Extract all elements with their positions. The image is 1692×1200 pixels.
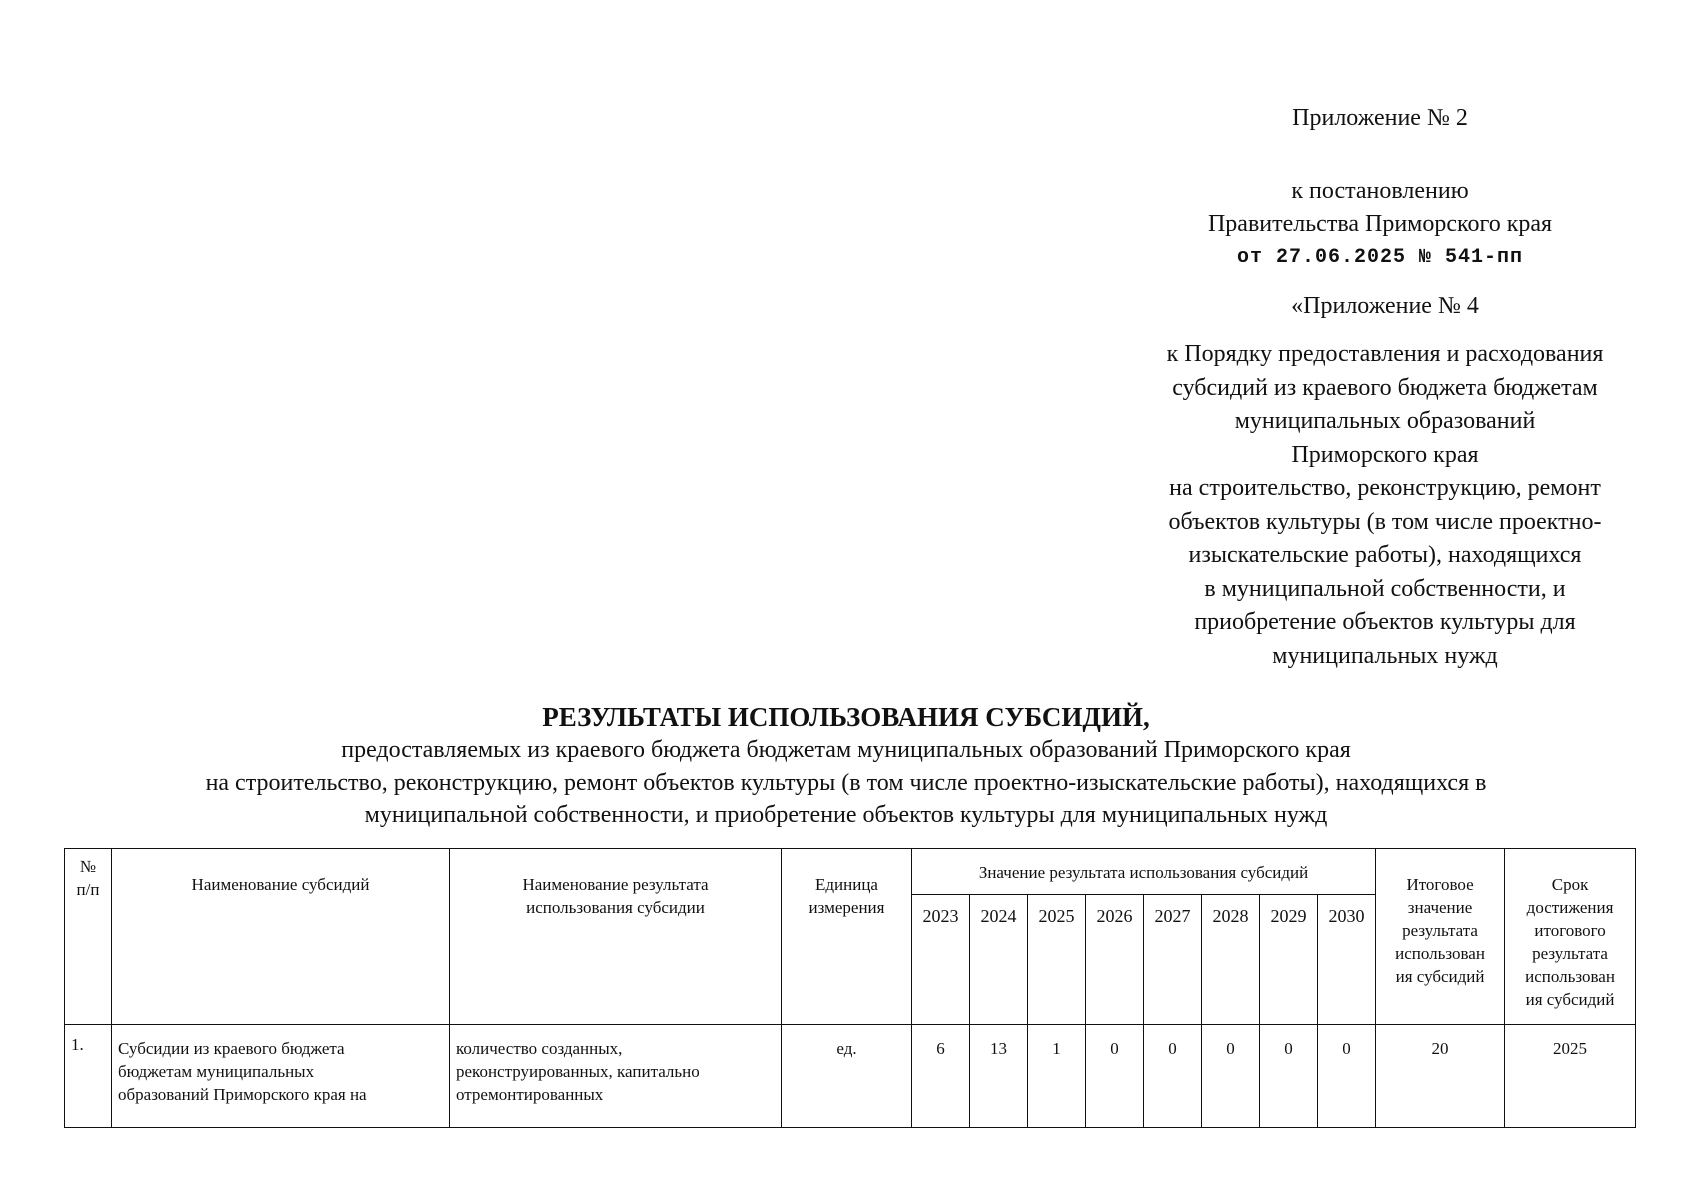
- document-subtitle: [0, 734, 1692, 832]
- original-appendix-line: Приморского края: [1291, 441, 1479, 468]
- original-appendix-line: муниципальных нужд: [1272, 642, 1498, 669]
- col-header-total: Итоговое значение результата использован ия субсидий: [1376, 849, 1505, 1025]
- year-header: 2027: [1144, 895, 1202, 1025]
- row-value-2030: 0: [1318, 1025, 1376, 1128]
- col-header-subsidy-name: Наименование субсидий: [112, 849, 450, 1025]
- row-value-2026: 0: [1086, 1025, 1144, 1128]
- row-value-2025: 1: [1028, 1025, 1086, 1128]
- col-header-deadline: Срок достижения итогового результата использован ия субсидий: [1505, 849, 1636, 1025]
- subtitle-line: муниципальной собственности, и приобретение объектов культуры для муниципальных нужд: [364, 802, 1328, 828]
- year-header: 2028: [1202, 895, 1260, 1025]
- original-appendix-line: изыскательские работы), находящихся: [1188, 542, 1582, 568]
- row-total: 20: [1376, 1025, 1505, 1128]
- document-title: РЕЗУЛЬТАТЫ ИСПОЛЬЗОВАНИЯ СУБСИДИЙ,: [542, 702, 1150, 732]
- original-appendix-line: на строительство, реконструкцию, ремонт: [1169, 475, 1601, 501]
- year-header: 2029: [1260, 895, 1318, 1025]
- year-header: 2024: [970, 895, 1028, 1025]
- col-header-values-group: Значение результата использования субсидий: [912, 849, 1376, 895]
- row-subsidy-name: Субсидии из краевого бюджета бюджетам муниципальных образований Приморского края на: [112, 1025, 450, 1128]
- year-header: 2023: [912, 895, 970, 1025]
- col-header-result-name: Наименование результата использования субсидии: [450, 849, 782, 1025]
- appendix-ref-line: к постановлению: [1291, 178, 1469, 204]
- appendix-ref-line: Правительства Приморского края: [1207, 211, 1553, 237]
- original-appendix-title: «Приложение № 4: [1291, 293, 1479, 319]
- original-appendix-line: к Порядку предоставления и расходования: [1166, 341, 1604, 367]
- row-value-2023: 6: [912, 1025, 970, 1128]
- year-header: 2030: [1318, 895, 1376, 1025]
- results-table: [64, 848, 1636, 1128]
- original-appendix-line: муниципальных образований: [1234, 408, 1536, 434]
- row-value-2027: 0: [1144, 1025, 1202, 1128]
- original-appendix-line: объектов культуры (в том числе проектно-: [1168, 508, 1602, 535]
- row-num: 1.: [65, 1025, 112, 1128]
- appendix-title: Приложение № 2: [1292, 105, 1468, 131]
- row-unit: ед.: [782, 1025, 912, 1128]
- original-appendix-line: приобретение объектов культуры для: [1194, 609, 1576, 635]
- original-appendix-line: субсидий из краевого бюджета бюджетам: [1172, 374, 1598, 401]
- row-deadline: 2025: [1505, 1025, 1636, 1128]
- year-header: 2025: [1028, 895, 1086, 1025]
- resolution-number: от 27.06.2025 № 541-пп: [1236, 246, 1524, 269]
- subtitle-line: на строительство, реконструкцию, ремонт объектов культуры (в том числе проектно-изыскательские работы), находящихся в: [205, 769, 1487, 796]
- header-row: [65, 849, 1636, 895]
- row-value-2028: 0: [1202, 1025, 1260, 1128]
- original-appendix-text: [1095, 338, 1675, 673]
- row-value-2024: 13: [970, 1025, 1028, 1128]
- col-header-unit: Единица измерения: [782, 849, 912, 1025]
- table-row: [65, 1025, 1636, 1128]
- row-value-2029: 0: [1260, 1025, 1318, 1128]
- col-header-num: № п/п: [65, 849, 112, 1025]
- row-result-name: количество созданных, реконструированных, капитально отремонтированных: [450, 1025, 782, 1128]
- subtitle-line: предоставляемых из краевого бюджета бюджетам муниципальных образований Приморского края: [341, 737, 1351, 763]
- appendix-reference: [1090, 175, 1670, 274]
- original-appendix-line: в муниципальной собственности, и: [1204, 575, 1566, 602]
- year-header: 2026: [1086, 895, 1144, 1025]
